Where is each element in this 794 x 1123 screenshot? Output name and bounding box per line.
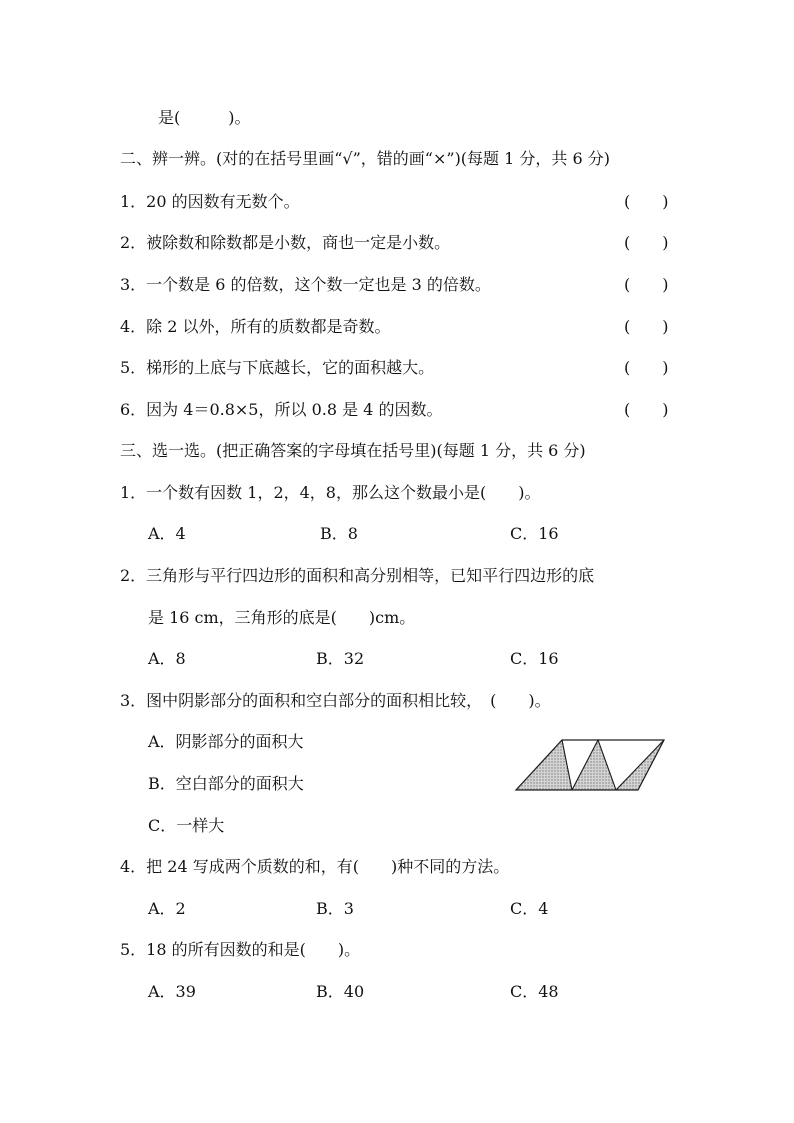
- q2-option-b[interactable]: B．32: [316, 649, 365, 668]
- choice-question-5: 5．18 的所有因数的和是( )。: [120, 940, 361, 959]
- q3-option-c[interactable]: C．一样大: [148, 816, 225, 835]
- q5-option-c[interactable]: C．48: [510, 982, 559, 1001]
- q5-option-a[interactable]: A．39: [148, 982, 196, 1001]
- answer-paren-4[interactable]: ( ): [624, 317, 669, 336]
- judge-item-6: 6．因为 4＝0.8×5，所以 0.8 是 4 的因数。: [120, 400, 443, 419]
- top-line: 是( )。: [158, 108, 251, 127]
- q2-option-a[interactable]: A．8: [148, 649, 186, 668]
- choice-question-2-line2: 是 16 cm，三角形的底是( )cm。: [148, 608, 416, 627]
- q4-option-a[interactable]: A．2: [148, 899, 186, 918]
- q4-option-b[interactable]: B．3: [316, 899, 354, 918]
- parallelogram-figure: [512, 734, 670, 796]
- q3-option-a[interactable]: A．阴影部分的面积大: [148, 732, 304, 751]
- q1-option-a[interactable]: A．4: [148, 524, 186, 543]
- judge-item-1: 1．20 的因数有无数个。: [120, 192, 300, 211]
- judge-item-5: 5．梯形的上底与下底越长，它的面积越大。: [120, 358, 435, 377]
- choice-question-4: 4．把 24 写成两个质数的和，有( )种不同的方法。: [120, 857, 510, 876]
- q5-option-b[interactable]: B．40: [316, 982, 365, 1001]
- judge-item-3: 3．一个数是 6 的倍数，这个数一定也是 3 的倍数。: [120, 275, 491, 294]
- judge-item-4: 4．除 2 以外，所有的质数都是奇数。: [120, 317, 391, 336]
- section3-heading: 三、选一选。(把正确答案的字母填在括号里)(每题 1 分，共 6 分): [120, 441, 586, 460]
- choice-question-3: 3．图中阴影部分的面积和空白部分的面积相比较， ( )。: [120, 691, 551, 710]
- answer-paren-5[interactable]: ( ): [624, 358, 669, 377]
- answer-paren-1[interactable]: ( ): [624, 192, 669, 211]
- section2-heading: 二、辨一辨。(对的在括号里画“√”，错的画“×”)(每题 1 分，共 6 分): [120, 149, 610, 168]
- choice-question-2-line1: 2．三角形与平行四边形的面积和高分别相等，已知平行四边形的底: [120, 566, 595, 585]
- q1-option-b[interactable]: B．8: [320, 524, 358, 543]
- answer-paren-2[interactable]: ( ): [624, 233, 669, 252]
- q3-option-b[interactable]: B．空白部分的面积大: [148, 774, 304, 793]
- q1-option-c[interactable]: C．16: [510, 524, 559, 543]
- q4-option-c[interactable]: C．4: [510, 899, 549, 918]
- choice-question-1: 1．一个数有因数 1，2，4，8，那么这个数最小是( )。: [120, 483, 541, 502]
- answer-paren-6[interactable]: ( ): [624, 400, 669, 419]
- answer-paren-3[interactable]: ( ): [624, 275, 669, 294]
- q2-option-c[interactable]: C．16: [510, 649, 559, 668]
- judge-item-2: 2．被除数和除数都是小数，商也一定是小数。: [120, 233, 451, 252]
